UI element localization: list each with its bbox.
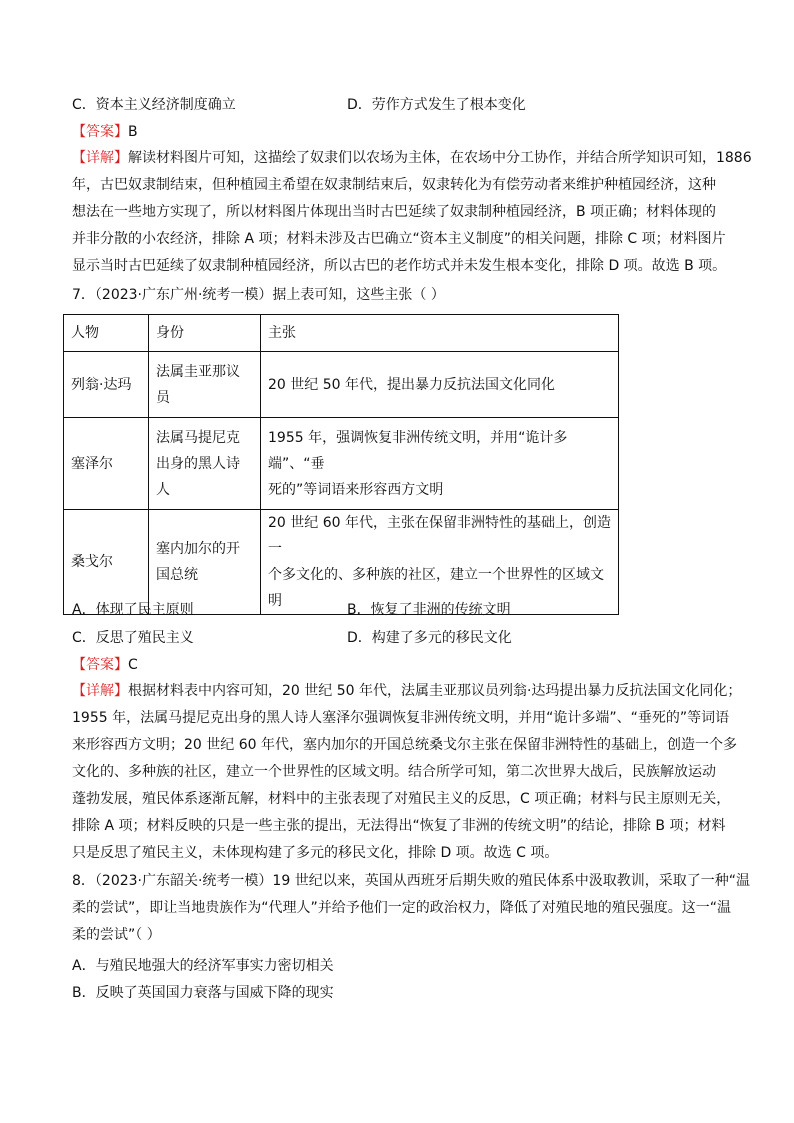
q7-option-d: D．构建了多元的移民文化: [347, 630, 512, 646]
q7-stem: 7．（2023·广东广州·统考一模）据上表可知，这些主张（ ）: [72, 287, 445, 303]
explanation-line: 【详解】解读材料图片可知，这描绘了奴隶们以农场为主体，在农场中分工协作，并结合所学知识可知，1886: [72, 150, 752, 166]
q6-explanation: [72, 145, 752, 280]
explanation-line: 想法在一些地方实现了，所以材料图片体现出当时古巴延续了奴隶制种植园经济，B 项正确；材料体现的: [72, 204, 717, 220]
claim-cell: 1955 年，强调恢复非洲传统文明，并用“诡计多端”、“垂 死的”等词语来形容西方文明: [261, 418, 619, 510]
table-header-row: [64, 315, 619, 352]
q7-materials-table: [63, 314, 619, 615]
explanation-line: 【详解】根据材料表中内容可知，20 世纪 50 年代，法属圭亚那议员列翁·达玛提出暴力反抗法国文化同化；: [72, 683, 742, 699]
answer-tag: 【答案】: [72, 657, 128, 673]
q8-option-a: A．与殖民地强大的经济军事实力密切相关: [72, 958, 334, 974]
stem-line: 柔的尝试”，即让当地贵族作为“代理人”并给予他们一定的政治权力，降低了对殖民地的殖民强度。这一“温: [72, 900, 732, 916]
explanation-line: 年，古巴奴隶制结束，但种植园主希望在奴隶制结束后，奴隶转化为有偿劳动者来维护种植园经济，这种: [72, 177, 716, 193]
q8-stem: [72, 868, 750, 949]
explanation-tag: 【详解】: [72, 683, 128, 699]
person-cell: 塞泽尔: [64, 418, 149, 510]
explanation-line: 显示当时古巴延续了奴隶制种植园经济，所以古巴的老作坊式并未发生根本变化，排除 D 项。故选 B 项。: [72, 258, 727, 274]
answer-tag: 【答案】: [72, 124, 128, 140]
q7-explanation: [72, 678, 742, 867]
table-header-cell: 身份: [149, 315, 261, 352]
table-row: [64, 510, 619, 615]
answer-value: B: [128, 124, 138, 140]
q6-answer: [72, 122, 138, 142]
q7-option-c: C．反思了殖民主义: [72, 630, 194, 646]
q6-option-c: C．资本主义经济制度确立: [72, 97, 236, 113]
explanation-line: 只是反思了殖民主义，未体现构建了多元的移民文化，排除 D 项。故选 C 项。: [72, 845, 559, 861]
claim-cell: 20 世纪 60 年代，主张在保留非洲特性的基础上，创造一 个多文化的、多种族的社区，建立一个世界性的区域文明: [261, 510, 619, 615]
q7-option-b: B．恢复了非洲的传统文明: [347, 602, 511, 618]
explanation-line: 文化的、多种族的社区，建立一个世界性的区域文明。结合所学可知，第二次世界大战后，民族解放运动: [72, 764, 716, 780]
explanation-line: 1955 年，法属马提尼克出身的黑人诗人塞泽尔强调恢复非洲传统文明，并用“诡计多端”、“垂死的”等词语: [72, 710, 730, 726]
table-row: [64, 418, 619, 510]
person-cell: 列翁·达玛: [64, 352, 149, 418]
q7-option-a: A．体现了民主原则: [72, 602, 194, 618]
claim-cell: 20 世纪 50 年代，提出暴力反抗法国文化同化: [261, 352, 619, 418]
table-header-cell: 人物: [64, 315, 149, 352]
identity-cell: 法属圭亚那议 员: [149, 352, 261, 418]
explanation-line: 蓬勃发展，殖民体系逐渐瓦解，材料中的主张表现了对殖民主义的反思，C 项正确；材料与民主原则无关，: [72, 791, 731, 807]
explanation-line: 来形容西方文明；20 世纪 60 年代，塞内加尔的开国总统桑戈尔主张在保留非洲特性的基础上，创造一个多: [72, 737, 737, 753]
person-cell: 桑戈尔: [64, 510, 149, 615]
table-row: [64, 352, 619, 418]
explanation-line: 排除 A 项；材料反映的只是一些主张的提出，无法得出“恢复了非洲的传统文明”的结论，排除 B 项；材料: [72, 818, 726, 834]
q6-option-d: D．劳作方式发生了根本变化: [347, 97, 526, 113]
explanation-line: 并非分散的小农经济，排除 A 项；材料未涉及古巴确立“资本主义制度”的相关问题，排除 C 项；材料图片: [72, 231, 726, 247]
table-header-cell: 主张: [261, 315, 619, 352]
q7-answer: [72, 655, 138, 675]
stem-line: 柔的尝试”（ ）: [72, 927, 161, 943]
explanation-tag: 【详解】: [72, 150, 128, 166]
answer-value: C: [128, 657, 138, 673]
identity-cell: 法属马提尼克 出身的黑人诗 人: [149, 418, 261, 510]
stem-line: 8．（2023·广东韶关·统考一模）19 世纪以来，英国从西班牙后期失败的殖民体系中汲取教训，采取了一种“温: [72, 873, 750, 889]
q8-option-b: B．反映了英国国力衰落与国威下降的现实: [72, 985, 334, 1001]
identity-cell: 塞内加尔的开 国总统: [149, 510, 261, 615]
